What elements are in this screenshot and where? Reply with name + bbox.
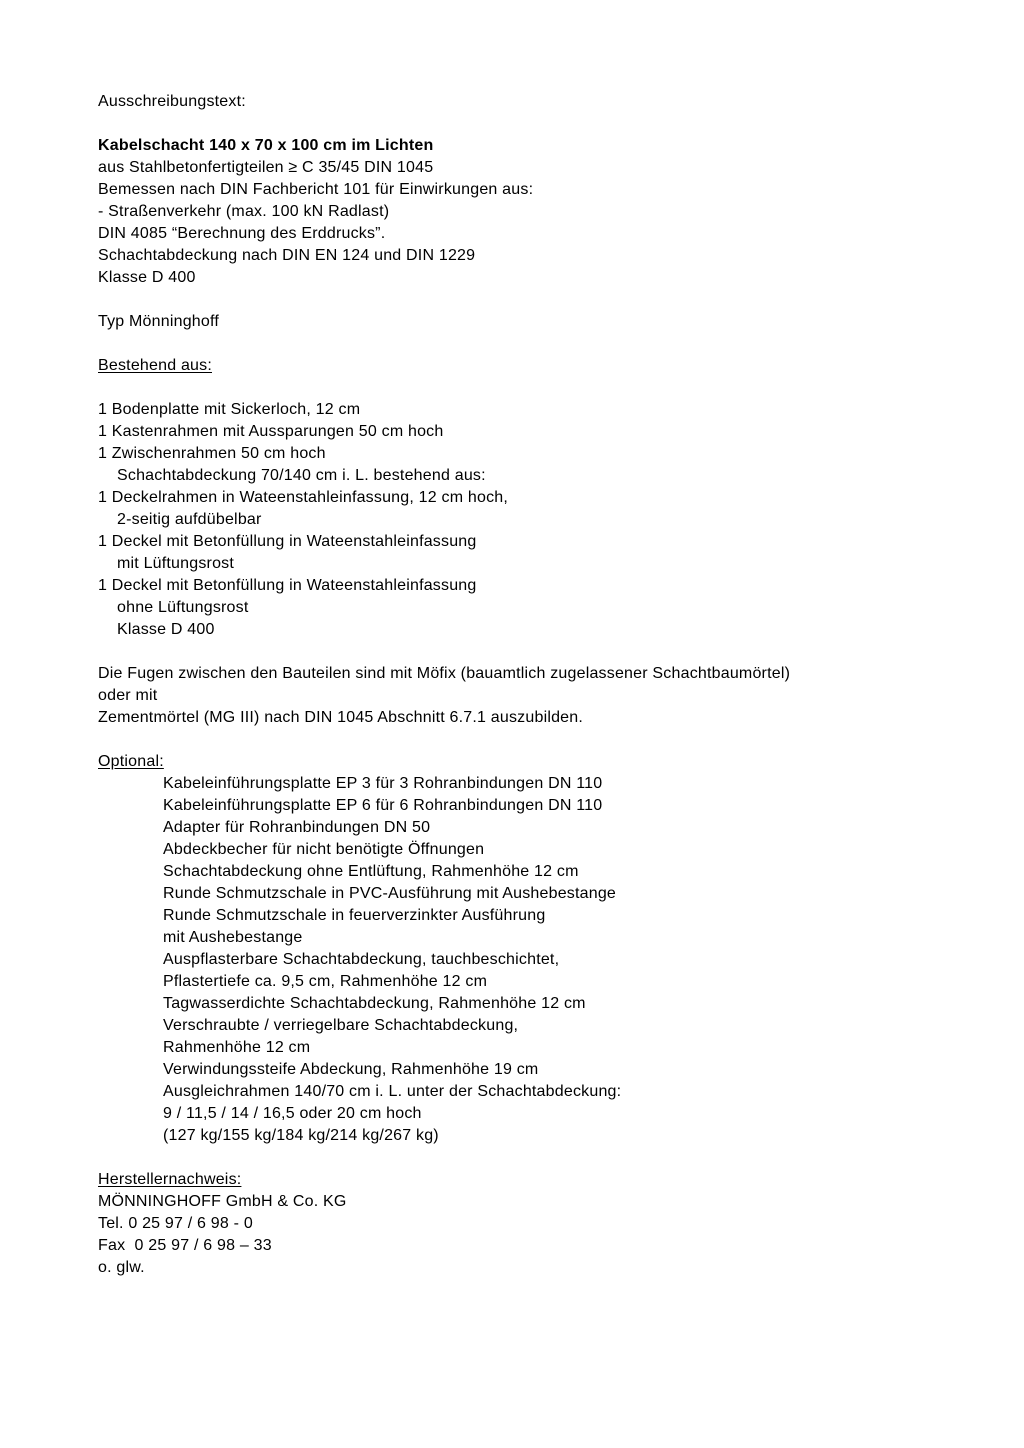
- component-line: 1 Kastenrahmen mit Aussparungen 50 cm hoch: [98, 423, 444, 440]
- optional-heading: [98, 751, 994, 773]
- optional-item: 9 / 11,5 / 14 / 16,5 oder 20 cm hoch: [163, 1105, 422, 1122]
- components-heading-text: Bestehend aus:: [98, 357, 212, 374]
- optional-item: Adapter für Rohranbindungen DN 50: [163, 819, 431, 836]
- optional-heading-text: Optional:: [98, 753, 164, 770]
- component-line: Klasse D 400: [117, 621, 215, 638]
- optional-item: Pflastertiefe ca. 9,5 cm, Rahmenhöhe 12 cm: [163, 973, 488, 990]
- optional-item: Auspflasterbare Schachtabdeckung, tauchbeschichtet,: [163, 951, 560, 968]
- optional-item: Abdeckbecher für nicht benötigte Öffnungen: [163, 841, 485, 858]
- optional-item: Kabeleinführungsplatte EP 6 für 6 Rohranbindungen DN 110: [163, 797, 603, 814]
- manufacturer-line: Fax 0 25 97 / 6 98 – 33: [98, 1237, 272, 1254]
- optional-item: Rahmenhöhe 12 cm: [163, 1039, 311, 1056]
- spacer: [98, 1147, 994, 1169]
- component-line: 1 Deckel mit Betonfüllung in Wateenstahleinfassung: [98, 533, 477, 550]
- component-line: 1 Zwischenrahmen 50 cm hoch: [98, 445, 326, 462]
- optional-item: Runde Schmutzschale in feuerverzinkter Ausführung: [163, 907, 546, 924]
- spec-line: Bemessen nach DIN Fachbericht 101 für Einwirkungen aus:: [98, 181, 534, 198]
- components-heading: [98, 355, 994, 377]
- optional-item: Tagwasserdichte Schachtabdeckung, Rahmenhöhe 12 cm: [163, 995, 586, 1012]
- manufacturer-heading-text: Herstellernachweis:: [98, 1171, 242, 1188]
- spec-line: Schachtabdeckung nach DIN EN 124 und DIN 1229: [98, 247, 476, 264]
- optional-item: Verschraubte / verriegelbare Schachtabdeckung,: [163, 1017, 519, 1034]
- spec-line: - Straßenverkehr (max. 100 kN Radlast): [98, 203, 390, 220]
- component-line: 1 Deckel mit Betonfüllung in Wateenstahleinfassung: [98, 577, 477, 594]
- optional-item: Verwindungssteife Abdeckung, Rahmenhöhe 19 cm: [163, 1061, 539, 1078]
- optional-item: mit Aushebestange: [163, 929, 303, 946]
- joints-paragraph-line: Zementmörtel (MG III) nach DIN 1045 Abschnitt 6.7.1 auszubilden.: [98, 709, 584, 726]
- component-line: 1 Bodenplatte mit Sickerloch, 12 cm: [98, 401, 361, 418]
- spacer: [98, 113, 994, 135]
- spacer: [98, 333, 994, 355]
- spec-line: DIN 4085 “Berechnung des Erddrucks”.: [98, 225, 386, 242]
- optional-item: Runde Schmutzschale in PVC-Ausführung mit Aushebestange: [163, 885, 617, 902]
- optional-item: Kabeleinführungsplatte EP 3 für 3 Rohranbindungen DN 110: [163, 775, 603, 792]
- component-line: ohne Lüftungsrost: [117, 599, 249, 616]
- joints-paragraph-line: Die Fugen zwischen den Bauteilen sind mit Möfix (bauamtlich zugelassener Schachtbaumörtel): [98, 665, 791, 682]
- component-line: 1 Deckelrahmen in Wateenstahleinfassung, 12 cm hoch,: [98, 489, 509, 506]
- spacer: [98, 377, 994, 399]
- spacer: [98, 729, 994, 751]
- intro-label: Ausschreibungstext:: [98, 93, 246, 110]
- spacer: [98, 641, 994, 663]
- component-line: mit Lüftungsrost: [117, 555, 235, 572]
- manufacturer-line: MÖNNINGHOFF GmbH & Co. KG: [98, 1193, 347, 1210]
- document-title: Kabelschacht 140 x 70 x 100 cm im Lichten: [98, 137, 434, 154]
- component-line: 2-seitig aufdübelbar: [117, 511, 262, 528]
- component-line: Schachtabdeckung 70/140 cm i. L. bestehend aus:: [117, 467, 486, 484]
- spec-line: aus Stahlbetonfertigteilen ≥ C 35/45 DIN 1045: [98, 159, 434, 176]
- manufacturer-line: o. glw.: [98, 1259, 145, 1276]
- manufacturer-line: Tel. 0 25 97 / 6 98 - 0: [98, 1215, 253, 1232]
- optional-item: (127 kg/155 kg/184 kg/214 kg/267 kg): [163, 1127, 439, 1144]
- joints-paragraph-line: oder mit: [98, 687, 158, 704]
- spec-line: Klasse D 400: [98, 269, 196, 286]
- optional-item: Schachtabdeckung ohne Entlüftung, Rahmenhöhe 12 cm: [163, 863, 579, 880]
- manufacturer-heading: [98, 1169, 994, 1191]
- optional-item: Ausgleichrahmen 140/70 cm i. L. unter der Schachtabdeckung:: [163, 1083, 622, 1100]
- spacer: [98, 289, 994, 311]
- type-line: Typ Mönninghoff: [98, 313, 220, 330]
